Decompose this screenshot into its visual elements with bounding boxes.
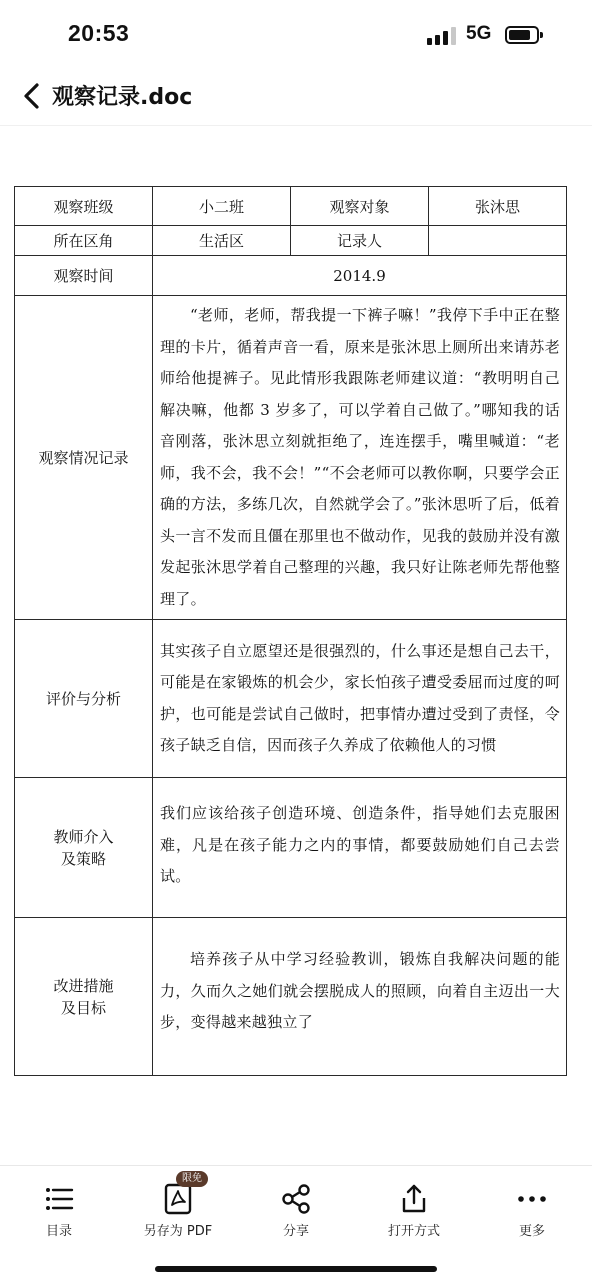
save-pdf-label: 另存为 PDF — [143, 1224, 213, 1239]
recorder-value — [429, 226, 567, 256]
strategy-label — [15, 778, 153, 918]
pdf-file-icon — [161, 1182, 195, 1216]
list-icon — [42, 1182, 76, 1216]
strategy-label-line1: 教师介入 — [53, 827, 114, 846]
improve-label — [15, 918, 153, 1076]
subject-value: 张沐思 — [429, 187, 567, 226]
share-nodes-icon — [279, 1182, 313, 1216]
share-button[interactable] — [241, 1174, 351, 1240]
bottom-toolbar — [0, 1165, 592, 1280]
analysis-label: 评价与分析 — [15, 620, 153, 778]
status-time: 20:53 — [68, 20, 130, 46]
battery-icon — [505, 26, 539, 44]
subject-label: 观察对象 — [291, 187, 429, 226]
area-label: 所在区角 — [15, 226, 153, 256]
network-label: 5G — [466, 23, 492, 44]
more-button[interactable] — [477, 1174, 587, 1240]
time-value: 2014.9 — [153, 256, 567, 296]
app-header — [0, 70, 592, 126]
class-value: 小二班 — [153, 187, 291, 226]
strategy-text: 我们应该给孩子创造环境、创造条件，指导她们去克服困难，凡是在孩子能力之内的事情，都要鼓励她们自己去尝试。 — [153, 778, 567, 918]
status-bar — [0, 0, 592, 70]
class-label: 观察班级 — [15, 187, 153, 226]
signal-icon — [427, 27, 457, 45]
open-with-label: 打开方式 — [387, 1224, 440, 1239]
home-indicator — [155, 1266, 437, 1272]
open-with-button[interactable] — [359, 1174, 469, 1240]
recorder-label: 记录人 — [291, 226, 429, 256]
time-label: 观察时间 — [15, 256, 153, 296]
record-text: “老师，老师，帮我提一下裤子嘛！”我停下手中正在整理的卡片，循着声音一看，原来是张沐思上厕所出来请苏老师给他提裤子。见此情形我跟陈老师建议道：“教明明自己解决嘛，他都 3 岁多了，可以学着自己做了。”哪知我的话音刚落，张沐思立刻就拒绝了，连连摆手，嘴里喊道：“老师，我不会，我不会！”“不会老师可以教你啊，只要学会正确的方法，多练几次，自然就学会了。”张沐思听了后，低着头一言不发而且僵在那里也不做动作，见我的鼓励并没有激发起张沐思学着自己整理的兴趣，我只好让陈老师先帮他整理了。 — [153, 296, 567, 620]
area-value: 生活区 — [153, 226, 291, 256]
share-label: 分享 — [282, 1224, 309, 1239]
improve-label-line2: 及目标 — [60, 998, 106, 1017]
more-label: 更多 — [518, 1224, 545, 1239]
toc-label: 目录 — [45, 1224, 72, 1239]
chevron-left-icon[interactable] — [18, 79, 46, 113]
document-title: 观察记录.doc — [52, 85, 193, 110]
improve-text: 培养孩子从中学习经验教训，锻炼自我解决问题的能力，久而久之她们就会摆脱成人的照顾，向着自主迈出一大步，变得越来越独立了 — [153, 918, 567, 1076]
strategy-label-line2: 及策略 — [60, 849, 106, 868]
record-label: 观察情况记录 — [15, 296, 153, 620]
toc-button[interactable] — [4, 1174, 114, 1240]
analysis-text: 其实孩子自立愿望还是很强烈的，什么事还是想自己去干，可能是在家锻炼的机会少，家长怕孩子遭受委屈而过度的呵护，也可能是尝试自己做时，把事情办遭过受到了责怪，令孩子缺乏自信，因而孩子久养成了依赖他人的习惯 — [153, 620, 567, 778]
observation-table — [14, 186, 567, 1076]
free-badge: 限免 — [176, 1171, 208, 1187]
improve-label-line1: 改进措施 — [53, 976, 114, 995]
ellipsis-icon — [515, 1182, 549, 1216]
document-view[interactable] — [0, 127, 592, 1165]
upload-icon — [397, 1182, 431, 1216]
